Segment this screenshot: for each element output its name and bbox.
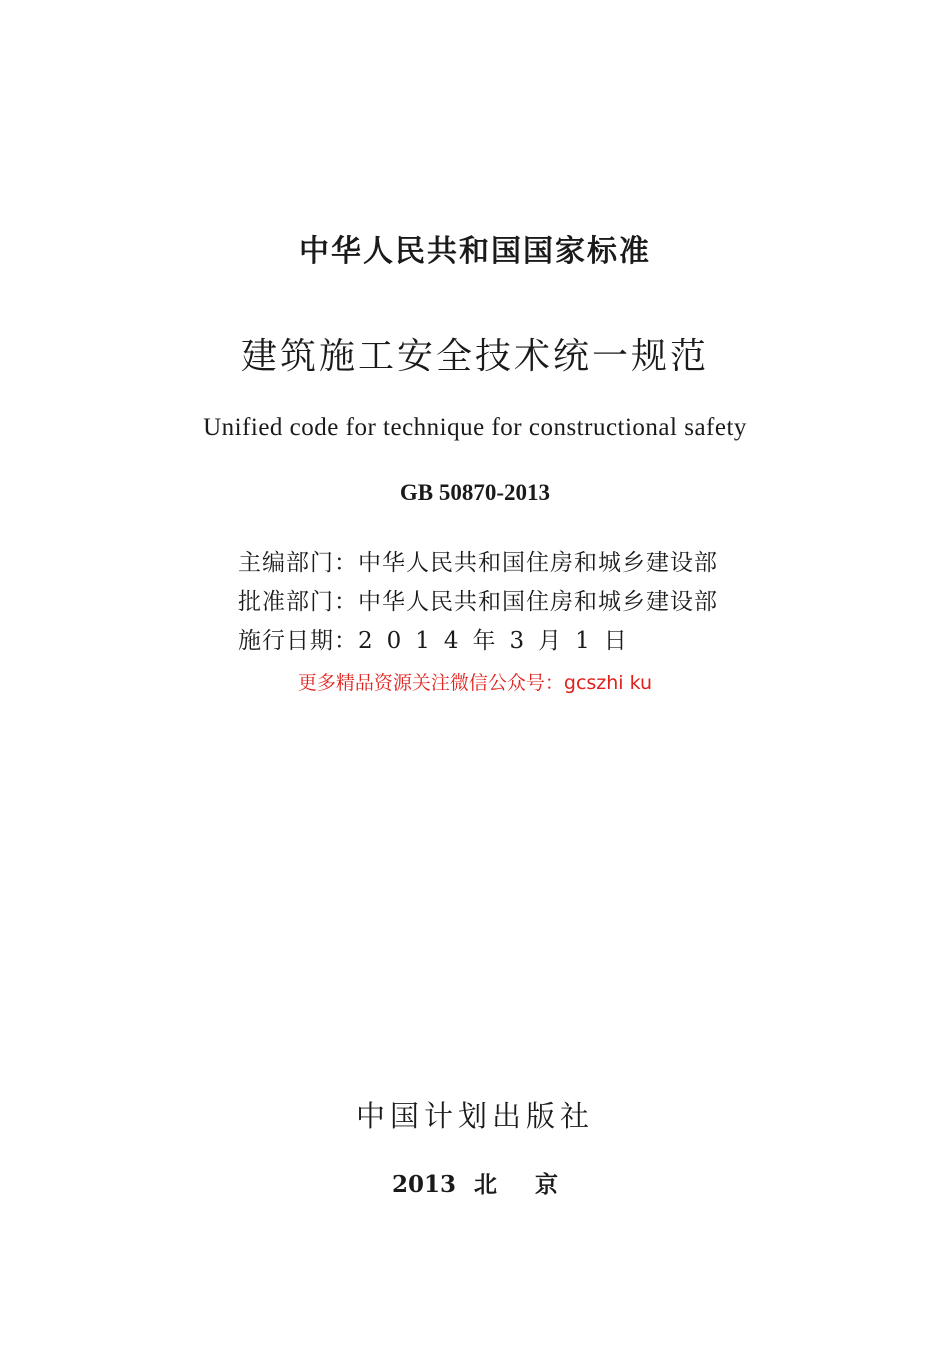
imprint-year: 2013 xyxy=(391,1171,456,1198)
chief-editing-department xyxy=(238,544,718,577)
imprint-city-second: 京 xyxy=(535,1171,558,1198)
standard-type-title: 中华人民共和国国家标准 xyxy=(299,234,651,269)
imprint-city-first: 北 xyxy=(474,1171,497,1198)
publisher-name: 中国计划出版社 xyxy=(355,1099,594,1133)
approval-dept-value: 中华人民共和国住房和城乡建设部 xyxy=(358,589,718,615)
approval-department xyxy=(238,583,718,616)
effective-date-value: 2014年3月1日 xyxy=(358,628,641,654)
main-title: 建筑施工安全技术统一规范 xyxy=(240,336,709,377)
approval-dept-label: 批准部门： xyxy=(238,589,358,615)
effective-date-label: 施行日期： xyxy=(238,628,358,654)
chief-dept-label: 主编部门： xyxy=(238,550,358,576)
standard-code: GB 50870-2013 xyxy=(399,480,551,505)
english-title: Unified code for technique for constructional safety xyxy=(203,414,747,441)
effective-date xyxy=(238,622,641,655)
wechat-notice: 更多精品资源关注微信公众号：gcszhi ku xyxy=(297,672,653,694)
chief-dept-value: 中华人民共和国住房和城乡建设部 xyxy=(358,550,718,576)
imprint xyxy=(0,1166,950,1199)
